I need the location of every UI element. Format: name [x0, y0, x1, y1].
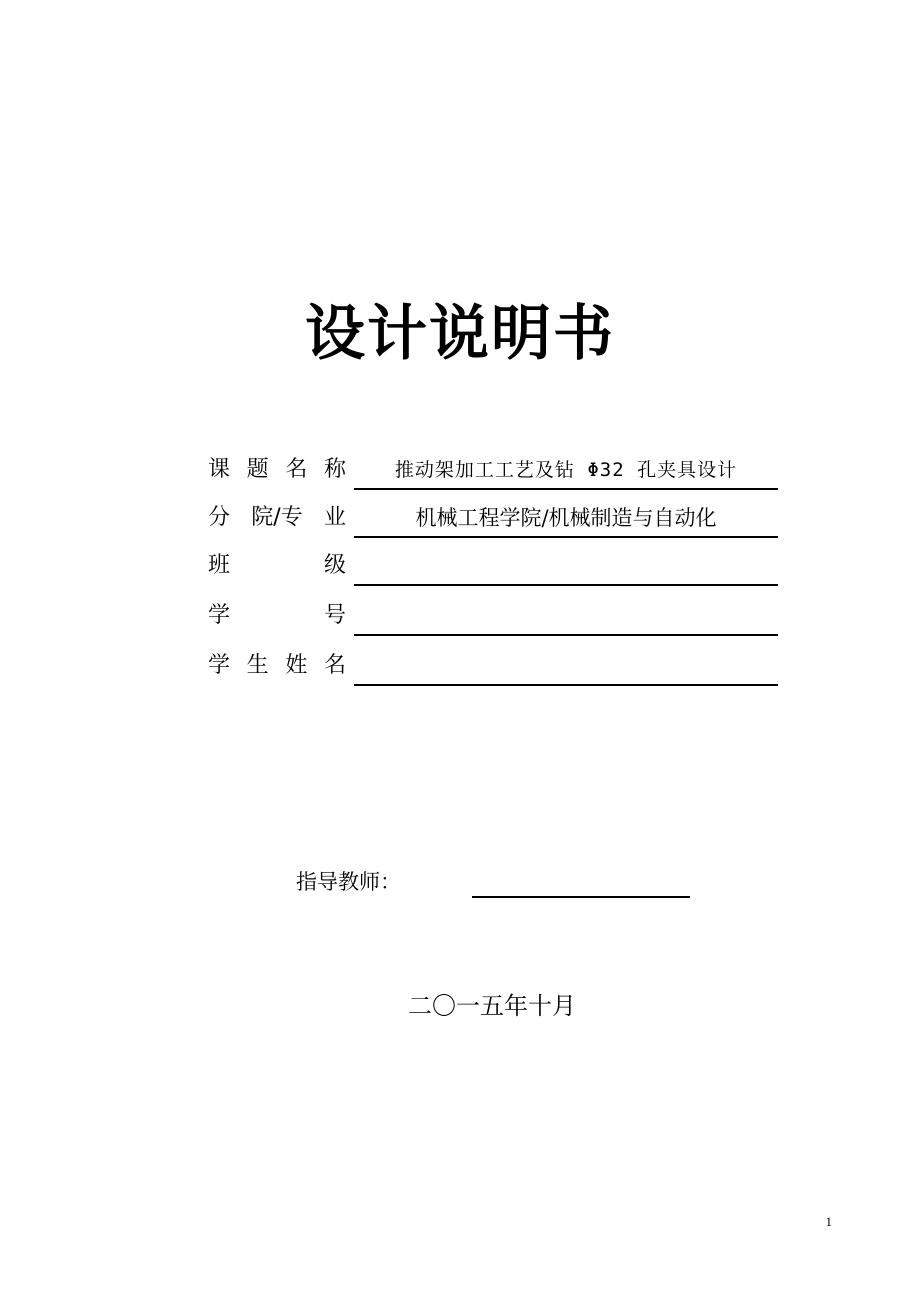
label-char: 分 [208, 505, 231, 530]
label-char: 课 [208, 457, 231, 482]
label-char: 生 [246, 653, 269, 678]
field-label [208, 452, 346, 488]
field-class [208, 548, 780, 588]
field-underline [354, 500, 778, 538]
label-char: 学 [208, 653, 231, 678]
field-student-name [208, 648, 780, 688]
label-char: 姓 [285, 653, 308, 678]
label-char: 题 [246, 457, 269, 482]
label-char: 学 [208, 603, 231, 628]
label-char: 班 [208, 553, 231, 578]
document-title: 设计说明书 [305, 299, 615, 369]
field-label [208, 548, 346, 584]
label-char: 名 [323, 653, 346, 678]
field-value [354, 548, 778, 584]
label-char: 号 [323, 603, 346, 628]
field-label [208, 648, 346, 684]
label-char: 级 [323, 553, 346, 578]
label-char: 名 [285, 457, 308, 482]
label-char: 称 [323, 457, 346, 482]
field-value [354, 648, 778, 684]
field-underline [354, 452, 778, 490]
field-label [208, 598, 346, 634]
field-label [208, 500, 346, 536]
field-underline [354, 598, 778, 636]
field-student-id [208, 598, 780, 638]
field-underline [354, 548, 778, 586]
advisor-label: 指导教师： [296, 870, 401, 894]
field-value: 推动架加工工艺及钻 Φ32 孔夹具设计 [394, 459, 738, 481]
field-college-major [208, 500, 780, 540]
document-date: 二〇一五年十月 [408, 992, 576, 1020]
label-char: 业 [323, 505, 346, 530]
field-project-name [208, 452, 780, 492]
advisor-signature-line [472, 896, 690, 898]
page-number: 1 [825, 1214, 832, 1229]
field-value: 机械工程学院/机械制造与自动化 [415, 506, 717, 530]
field-underline [354, 648, 778, 686]
field-value [354, 598, 778, 634]
label-char: 院/专 [251, 505, 303, 530]
